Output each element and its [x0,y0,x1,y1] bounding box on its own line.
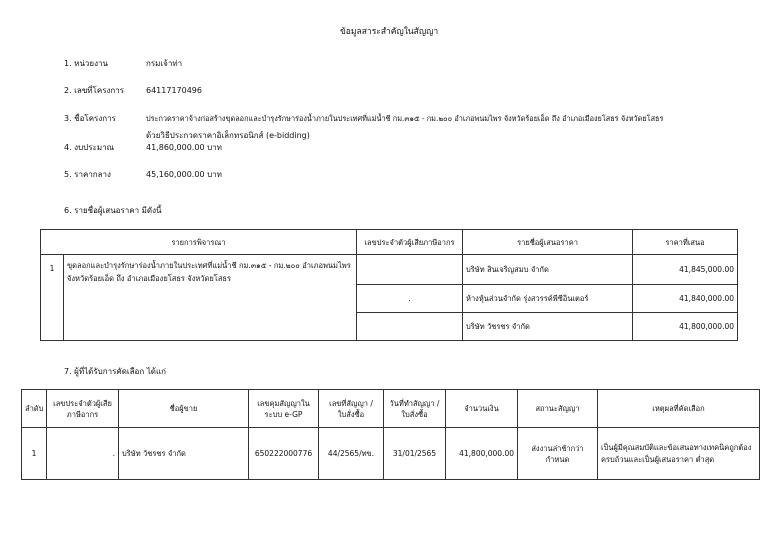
item-number: 1 [41,255,64,341]
winner-contract-date: 31/01/2565 [384,428,446,480]
header-item: รายการพิจารณา [41,230,357,255]
field-project-name-label: 3. ชื่อโครงการ [64,114,116,123]
header-egp-number: เลขคุมสัญญาในระบบ e-GP [249,390,319,428]
bidder-price: 41,845,000.00 [633,255,738,285]
table-row [22,428,760,480]
field-agency-value: กรมเจ้าท่า [146,59,183,68]
header-tax-id: เลขประจำตัวผู้เสียภาษีอากร [357,230,463,255]
bidder-name: ห้างหุ้นส่วนจำกัด รุ่งสวรรค์พีซีอินเตอร์ [463,285,633,313]
header-contract-date: วันที่ทำสัญญา / ใบสั่งซื้อ [384,390,446,428]
winner-heading: 7. ผู้ที่ได้รับการคัดเลือก ได้แก่ [64,367,166,376]
table-row [41,255,738,285]
header-amount: จำนวนเงิน [446,390,518,428]
bidders-table [40,229,738,341]
field-budget-value: 41,860,000.00 บาท [146,143,222,152]
field-project-no-value: 64117170496 [146,86,202,95]
winner-contract-number: 44/2565/ทข. [319,428,384,480]
bidders-heading: 6. รายชื่อผู้เสนอราคา มีดังนี้ [64,206,162,215]
field-agency-label: 1. หน่วยงาน [64,59,108,68]
winner-amount: 41,800,000.00 [446,428,518,480]
bidder-price: 41,800,000.00 [633,313,738,341]
item-description: ขุดลอกและบำรุงรักษาร่องน้ำภายในประเทศที่แม่น้ำชี กม.๓๑๕ - กม.๒๐๐ อำเภอพนมไพร จังหวัดร้อยเอ็ด ถึง อำเภอเมืองยโสธร จังหวัดยโสธร [64,255,357,341]
bidders-header-row [41,230,738,255]
header-price: ราคาที่เสนอ [633,230,738,255]
field-median-price-label: 5. ราคากลาง [64,170,111,179]
bidder-name: บริษัท สินเจริญสมบ จำกัด [463,255,633,285]
field-project-no-label: 2. เลขที่โครงการ [64,86,125,95]
winner-table [21,389,760,480]
bidder-name: บริษัท วัชรชร จำกัด [463,313,633,341]
header-status: สถานะสัญญา [518,390,598,428]
page-title: ข้อมูลสาระสำคัญในสัญญา [340,27,439,37]
header-seq: ลำดับ [22,390,47,428]
winner-reason: เป็นผู้มีคุณสมบัติและข้อเสนอทางเทคนิคถูกต้องครบถ้วนและเป็นผู้เสนอราคา ต่ำสุด [598,428,760,480]
header-bidder-name: รายชื่อผู้เสนอราคา [463,230,633,255]
winner-tax-id: . [47,428,119,480]
header-reason: เหตุผลที่คัดเลือก [598,390,760,428]
field-project-name-value: ประกวดราคาจ้างก่อสร้างขุดลอกและบำรุงรักษาร่องน้ำภายในประเทศที่แม่น้ำชี กม.๓๑๕ - กม.๒๐๐ อำเภอพนมไพร จังหวัดร้อยเอ็ด ถึง อำเภอเมืองยโสธร จังหวัดยโสธร [146,114,664,123]
field-median-price-value: 45,160,000.00 บาท [146,170,222,179]
bidder-price: 41,840,000.00 [633,285,738,313]
winner-seq: 1 [22,428,47,480]
field-project-name-value-line2: ด้วยวิธีประกวดราคาอิเล็กทรอนิกส์ (e-bidding) [146,131,310,140]
header-contract-number: เลขที่สัญญา / ใบสั่งซื้อ [319,390,384,428]
field-budget-label: 4. งบประมาณ [64,143,115,152]
winner-vendor: บริษัท วัชรชร จำกัด [119,428,249,480]
bidder-tax-id [357,255,463,285]
header-vendor: ชื่อผู้ขาย [119,390,249,428]
winner-status: ส่งงานล่าช้ากว่ากำหนด [518,428,598,480]
header-tax-id: เลขประจำตัวผู้เสียภาษีอากร [47,390,119,428]
winner-header-row [22,390,760,428]
winner-egp-number: 650222000776 [249,428,319,480]
bidder-tax-id: . [357,285,463,313]
bidder-tax-id [357,313,463,341]
